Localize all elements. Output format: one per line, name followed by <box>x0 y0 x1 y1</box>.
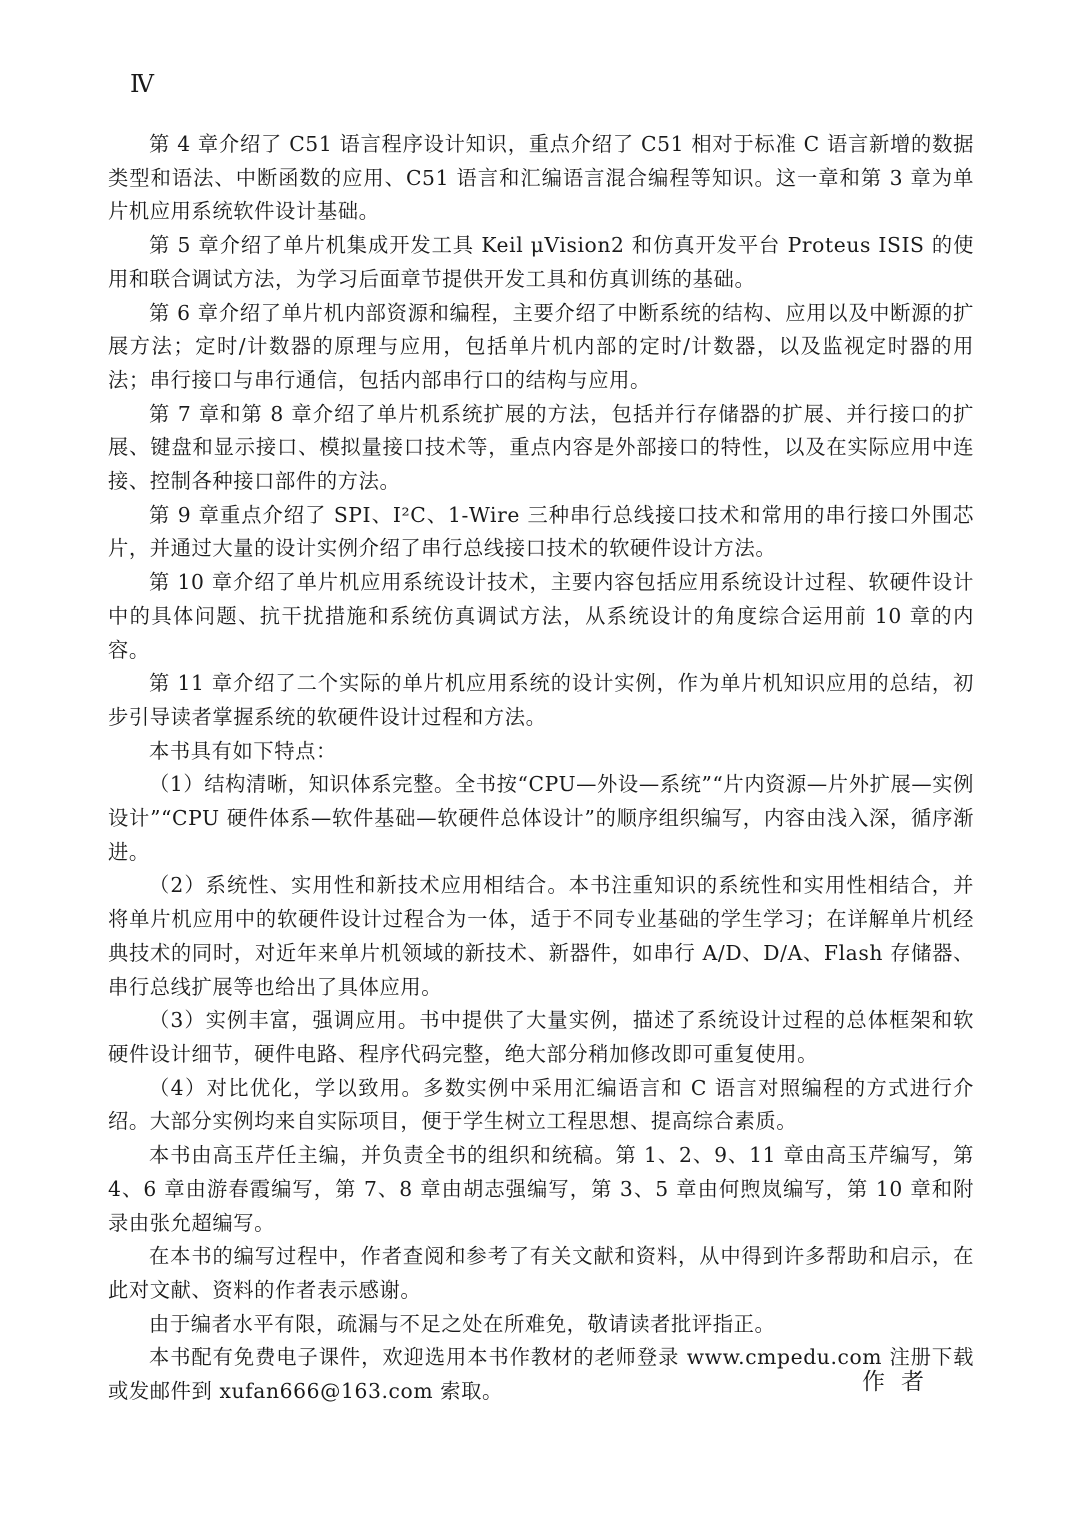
paragraph-chapter-6: 第 6 章介绍了单片机内部资源和编程，主要介绍了中断系统的结构、应用以及中断源的扩展方法；定时/计数器的原理与应用，包括单片机内部的定时/计数器，以及监视定时器的用法；串行接口与串行通信，包括内部串行口的结构与应用。 <box>108 300 974 392</box>
paragraph-chapter-10: 第 10 章介绍了单片机应用系统设计技术，主要内容包括应用系统设计过程、软硬件设计中的具体问题、抗干扰措施和系统仿真调试方法，从系统设计的角度综合运用前 10 章的内容。 <box>108 570 974 662</box>
paragraph-features-intro: 本书具有如下特点： <box>149 738 337 763</box>
paragraph-feature-4: （4）对比优化，学以致用。多数实例中采用汇编语言和 C 语言对照编程的方式进行介绍。大部分实例均来自实际项目，便于学生树立工程思想、提高综合素质。 <box>108 1075 974 1134</box>
paragraph-chapter-5: 第 5 章介绍了单片机集成开发工具 Keil μVision2 和仿真开发平台 Proteus ISIS 的使用和联合调试方法，为学习后面章节提供开发工具和仿真训练的基础。 <box>108 233 974 291</box>
paragraph-chapter-11: 第 11 章介绍了二个实际的单片机应用系统的设计实例，作为单片机知识应用的总结，初步引导读者掌握系统的软硬件设计过程和方法。 <box>108 671 974 729</box>
page-number: Ⅳ <box>130 72 155 98</box>
paragraph-chapter-9: 第 9 章重点介绍了 SPI、I²C、1-Wire 三种串行总线接口技术和常用的串行接口外围芯片，并通过大量的设计实例介绍了串行总线接口技术的软硬件设计方法。 <box>108 502 974 561</box>
paragraph-editors: 本书由高玉芹任主编，并负责全书的组织和统稿。第 1、2、9、11 章由高玉芹编写，第 4、6 章由游春霞编写，第 7、8 章由胡志强编写，第 3、5 章由何煦岚编写，第 10 章和附录由张允超编写。 <box>108 1143 974 1235</box>
paragraph-feature-3: （3）实例丰富，强调应用。书中提供了大量实例，描述了系统设计过程的总体框架和软硬件设计细节，硬件电路、程序代码完整，绝大部分稍加修改即可重复使用。 <box>108 1008 974 1066</box>
paragraph-chapter-4: 第 4 章介绍了 C51 语言程序设计知识，重点介绍了 C51 相对于标准 C 语言新增的数据类型和语法、中断函数的应用、C51 语言和汇编语言混合编程等知识。这一章和第 3 章为单片机应用系统软件设计基础。 <box>108 132 974 224</box>
paragraph-courseware: 本书配有免费电子课件，欢迎选用本书作教材的老师登录 www.cmpedu.com 注册下载或发邮件到 xufan666@163.com 索取。 <box>108 1345 974 1404</box>
paragraph-feature-2: （2）系统性、实用性和新技术应用相结合。本书注重知识的系统性和实用性相结合，并将单片机应用中的软硬件设计过程合为一体，适于不同专业基础的学生学习；在详解单片机经典技术的同时，对近年来单片机领域的新技术、新器件，如串行 A/D、D/A、Flash 存储器、串行总线扩展等也给出了具体应用。 <box>108 873 974 999</box>
paragraph-acknowledgement: 在本书的编写过程中，作者查阅和参考了有关文献和资料，从中得到许多帮助和启示，在此对文献、资料的作者表示感谢。 <box>108 1244 974 1302</box>
paragraph-disclaimer: 由于编者水平有限，疏漏与不足之处在所难免，敬请读者批评指正。 <box>149 1311 776 1336</box>
preface-body <box>108 128 974 1409</box>
paragraph-feature-1: （1）结构清晰，知识体系完整。全书按“CPU—外设—系统”“片内资源—片外扩展—实例设计”“CPU 硬件体系—软件基础—软硬件总体设计”的顺序组织编写，内容由浅入深，循序渐进。 <box>108 772 974 864</box>
paragraph-chapter-7-8: 第 7 章和第 8 章介绍了单片机系统扩展的方法，包括并行存储器的扩展、并行接口的扩展、键盘和显示接口、模拟量接口技术等，重点内容是外部接口的特性，以及在实际应用中连接、控制各种接口部件的方法。 <box>108 401 974 494</box>
author-signature: 作者 <box>862 1369 940 1395</box>
